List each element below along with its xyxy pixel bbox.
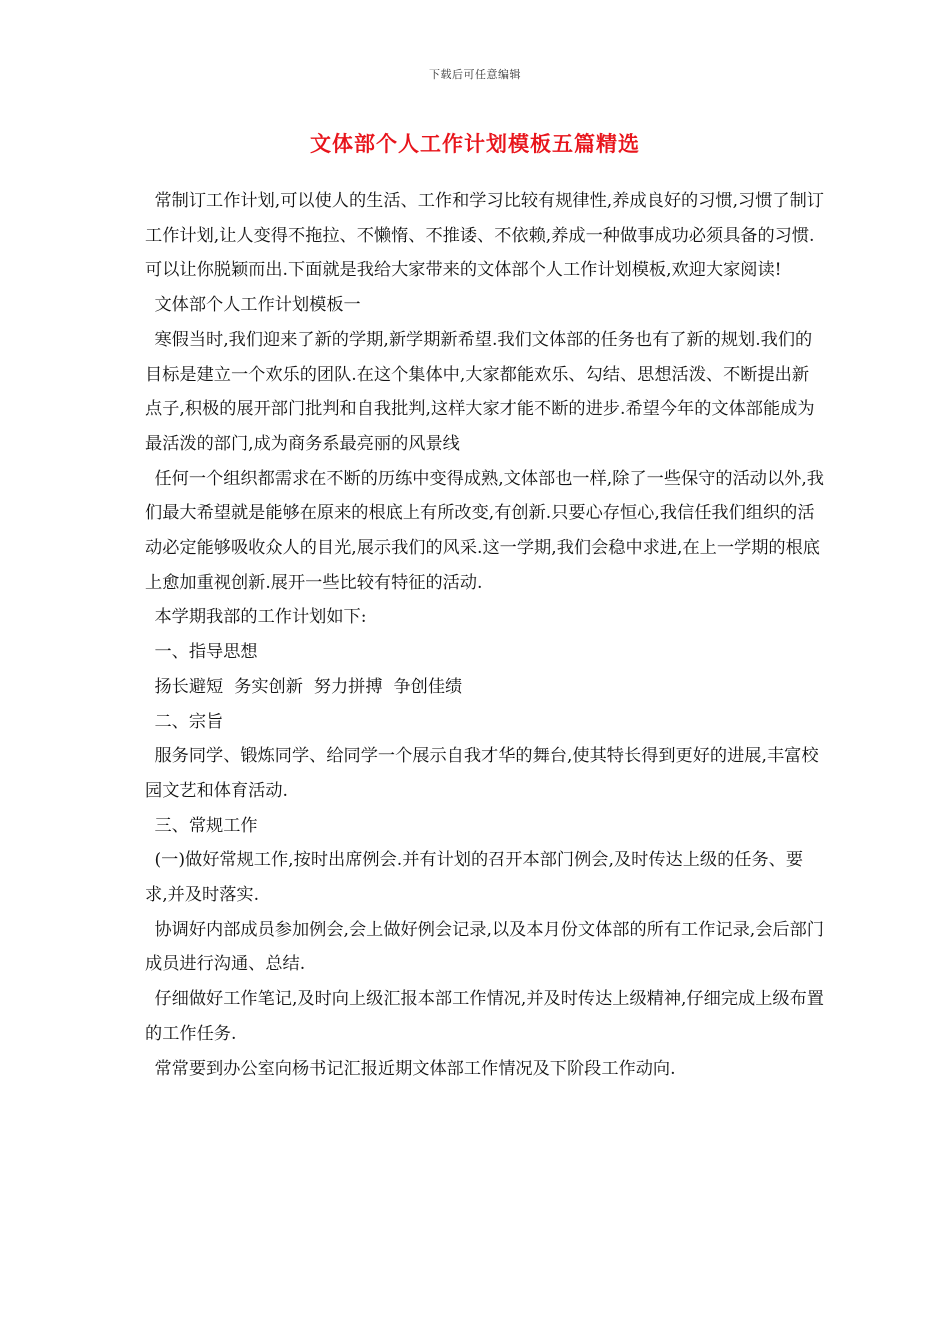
- section-heading-guiding-thought: 一、指导思想: [154, 642, 258, 663]
- section-heading-template-one: 文体部个人工作计划模板一: [154, 295, 361, 316]
- body-paragraph: (一)做好常规工作,按时出席例会.并有计划的召开本部门例会,及时传达上级的任务、要求,并及时落实.: [145, 850, 804, 906]
- intro-paragraph: 常制订工作计划,可以使人的生活、工作和学习比较有规律性,养成良好的习惯,习惯了制订工作计划,让人变得不拖拉、不懒惰、不推诿、不依赖,养成一种做事成功必须具备的习惯.可以让你脱颖而出.下面就是我给大家带来的文体部个人工作计划模板,欢迎大家阅读!: [145, 191, 824, 281]
- document-body: [145, 184, 825, 1086]
- body-paragraph: 寒假当时,我们迎来了新的学期,新学期新希望.我们文体部的任务也有了新的规划.我们的目标是建立一个欢乐的团队.在这个集体中,大家都能欢乐、勾结、思想活泼、不断提出新点子,积极的展开部门批判和自我批判,这样大家才能不断的进步.希望今年的文体部能成为最活泼的部门,成为商务系最亮丽的风景线: [145, 329, 815, 454]
- body-paragraph: 本学期我部的工作计划如下:: [154, 607, 367, 628]
- motto-line: 扬长避短 务实创新 努力拼搏 争创佳绩: [154, 676, 463, 697]
- body-paragraph: 协调好内部成员参加例会,会上做好例会记录,以及本月份文体部的所有工作记录,会后部门成员进行沟通、总结.: [145, 919, 824, 975]
- body-paragraph: 任何一个组织都需求在不断的历练中变得成熟,文体部也一样,除了一些保守的活动以外,我们最大希望就是能够在原来的根底上有所改变,有创新.只要心存恒心,我信任我们组织的活动必定能够吸收众人的目光,展示我们的风采.这一学期,我们会稳中求进,在上一学期的根底上愈加重视创新.展开一些比较有特征的活动.: [145, 468, 824, 593]
- section-heading-routine-work: 三、常规工作: [154, 815, 258, 836]
- section-heading-purpose: 二、宗旨: [154, 711, 224, 732]
- body-paragraph: 常常要到办公室向杨书记汇报近期文体部工作情况及下阶段工作动向.: [154, 1058, 676, 1079]
- body-paragraph: 仔细做好工作笔记,及时向上级汇报本部工作情况,并及时传达上级精神,仔细完成上级布置的工作任务.: [145, 989, 824, 1044]
- page-header-note: 下载后可任意编辑: [429, 68, 521, 81]
- document-title: 文体部个人工作计划模板五篇精选: [310, 131, 640, 156]
- body-paragraph: 服务同学、锻炼同学、给同学一个展示自我才华的舞台,使其特长得到更好的进展,丰富校园文艺和体育活动.: [145, 746, 819, 801]
